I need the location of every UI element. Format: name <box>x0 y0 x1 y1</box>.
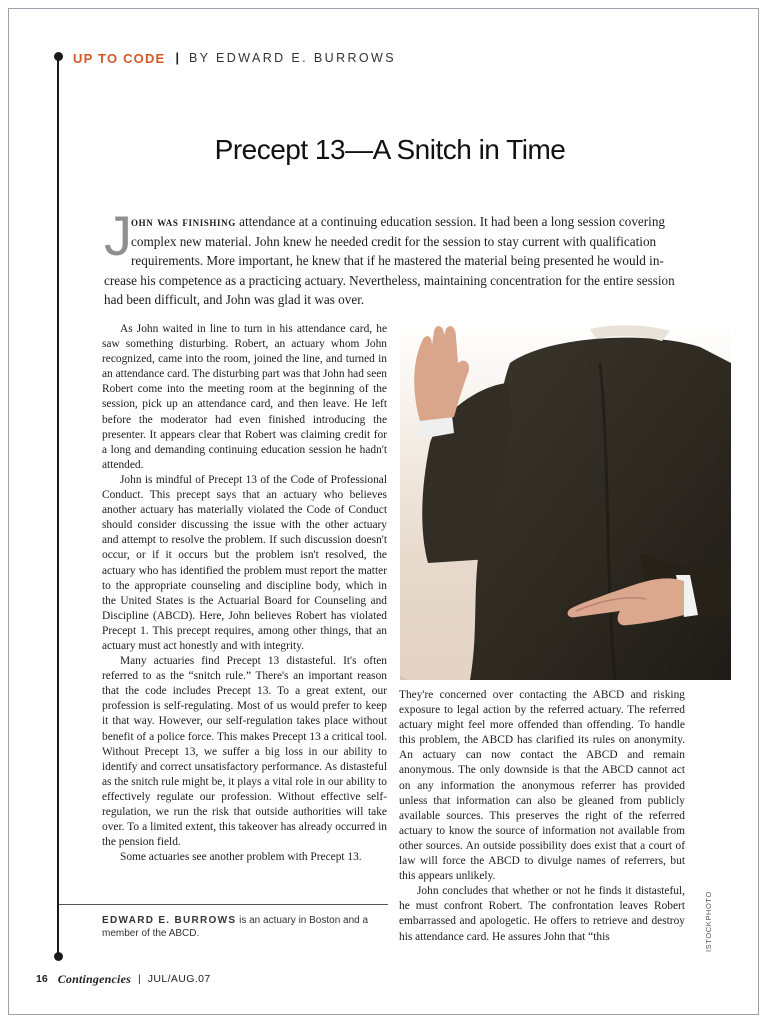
margin-rule <box>57 58 59 958</box>
lede-line: crease his competence as a practicing actuary. Nevertheless, maintaining concentration for the entire session <box>104 272 675 288</box>
left-column <box>102 322 387 865</box>
lede-line: requirements. More important, he knew that if he mastered the material being presented he would in- <box>131 253 664 269</box>
lede-paragraph <box>104 204 684 310</box>
lede-line: had been difficult, and John was glad it was over. <box>104 292 365 308</box>
rule-dot-top <box>54 52 63 61</box>
lead-in: ohn was finishing <box>131 214 236 229</box>
body-paragraph: As John waited in line to turn in his attendance card, he saw something disturbing. Robert, an actuary whom John recognized, came into the room, joined the line, and turned in an attendance card. The disturbing part was that John had seen Robert come into the meeting room at the beginning of the session, pick up an attendance card, and then leave. He left before the moderator had even finished introducing the presenter. It appears clear that Robert was claiming credit for a long and demanding continuing education session he hadn't attended. <box>102 323 387 471</box>
page-footer <box>36 972 211 986</box>
lede-line <box>104 212 684 232</box>
body-paragraph: John is mindful of Precept 13 of the Code of Professional Conduct. This precept says that an actuary who believes another actuary has materially violated the Code of Conduct should consider discussing the issue with the other actuary and attempt to resolve the problem. If such discussion doesn't occur, or if it occurs but the problem isn't resolved, the actuary who has identified the problem must report the matter to the appropriate counseling and discipline body, which in the United States is the Actuarial Board for Counseling and Discipline (ABCD). Here, John believes Robert has violated Precept 1. This precept requires, among other things, that an actuary must act honestly and with integrity. <box>102 473 387 652</box>
drop-cap: J <box>104 204 132 267</box>
author-bio-text: is an actuary in Boston and a member of the ABCD. <box>102 915 369 939</box>
body-paragraph: Some actuaries see another problem with Precept 13. <box>120 851 362 864</box>
author-name: EDWARD E. BURROWS <box>102 915 237 926</box>
article-title: Precept 13—A Snitch in Time <box>214 134 566 165</box>
photo-credit: ISTOCKPHOTO <box>704 891 713 952</box>
byline: BY EDWARD E. BURROWS <box>188 51 396 65</box>
body-paragraph: They're concerned over contacting the ABCD and risking exposure to legal action by the referred actuary. The referred actuary might feel more offended than offending. To handle this problem, the ABCD has clarified its rules on anonymity. An actuary can now contact the ABCD and remain anonymous. The only downside is that the ABCD cannot act on any information the anonymous referrer has provided unless that information can also be gleaned from publicly available sources. This preserves the right of the referred actuary to know the source of information not available from other sources. An outside possibility does exist that a court of law will force the ABCD to divulge names of referrers, but this appears unlikely. <box>399 689 685 883</box>
section-label: UP TO CODE <box>73 50 166 66</box>
rule-dot-bottom <box>54 952 63 961</box>
right-column <box>399 688 685 945</box>
issue-date: JUL/AUG.07 <box>147 973 211 985</box>
page-header <box>73 49 396 67</box>
body-paragraph: Many actuaries find Precept 13 distasteful. It's often referred to as the “snitch rule.” There's an important reason that the code includes Precept 13. To a great extent, our profession is self-regulating. Most of us would prefer to keep it that way. However, our self-regulation takes place without benefit of a police force. This makes Precept 13 a critical tool. Without Precept 13, we suffer a big loss in our ability to identify and correct unsatisfactory performance. As distasteful as the snitch rule might be, it plays a vital role in our ability to effectively regulate our profession. Without effective self-regulation, we run the risk that outside authorities will take over. To a limited extent, this takeover has already occurred in the pension field. <box>102 655 387 849</box>
header-separator: | <box>175 51 179 65</box>
bio-divider <box>59 904 388 905</box>
lede-line: complex new material. John knew he needed credit for the session to stay current with qualification <box>131 233 657 249</box>
magazine-logo: Contingencies <box>57 971 131 986</box>
page-number: 16 <box>36 973 48 985</box>
lede-text: attendance at a continuing education session. It had been a long session covering <box>235 214 666 229</box>
illustration-crossed-fingers <box>400 323 731 680</box>
footer-separator: | <box>137 973 141 985</box>
body-paragraph: John concludes that whether or not he finds it distasteful, he must confront Robert. The confrontation leaves Robert embarrassed and apologetic. He offers to retrieve and destroy his attendance card. He assures John that “this <box>399 885 685 943</box>
author-bio <box>102 914 392 940</box>
